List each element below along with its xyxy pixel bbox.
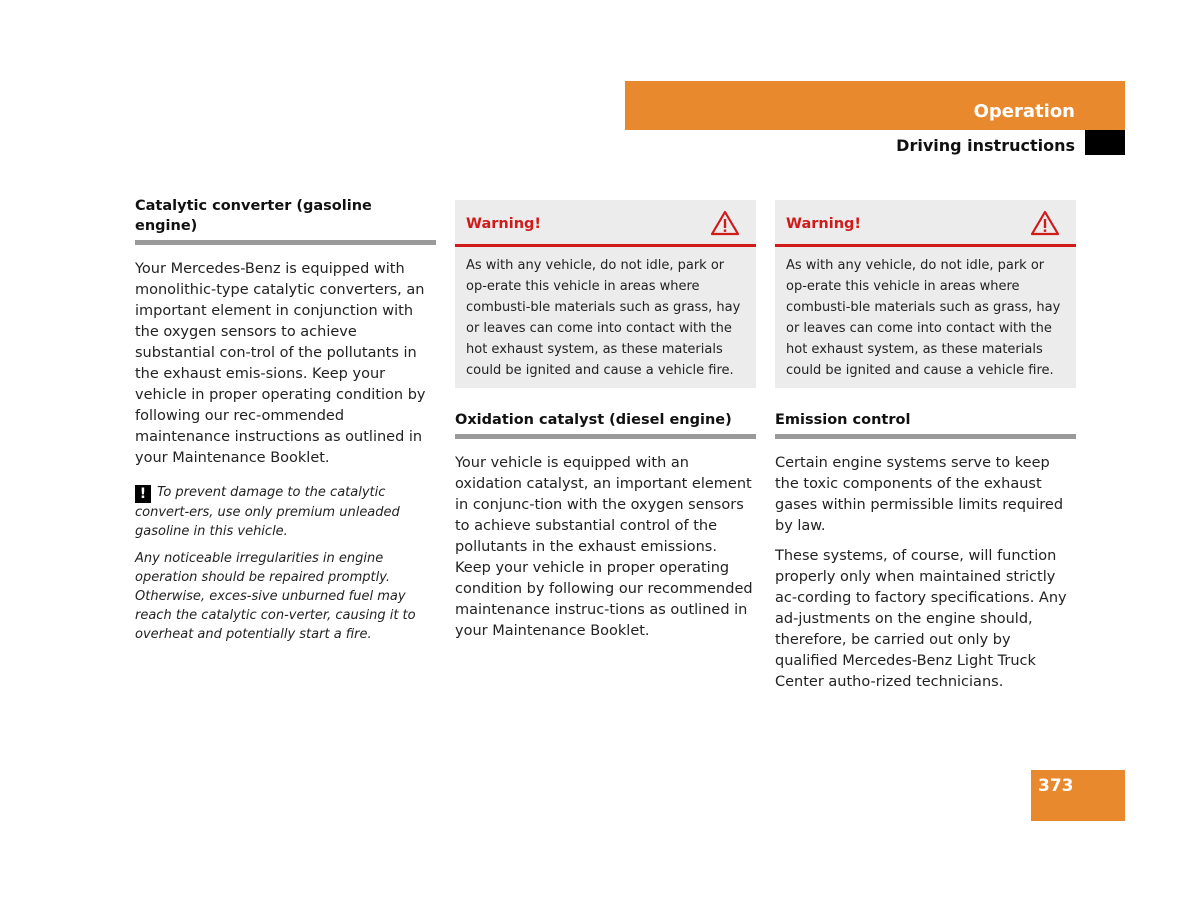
warning-triangle-icon — [1030, 210, 1060, 236]
warning-box — [775, 200, 1076, 388]
paragraph-emission-control-1: Certain engine systems serve to keep the toxic components of the exhaust gases within permissible limits required by law. — [775, 455, 1064, 534]
column-oxidation-catalyst — [455, 200, 756, 642]
section-header-bar — [625, 81, 1125, 130]
notice-gasoline — [135, 483, 436, 541]
paragraph-emission-control-2: These systems, of course, will function properly only when maintained strictly ac-cording to factory specifications. Any ad-justments on the engine should, therefore, be carried out only by qualified Mercedes-Benz Light Truck Center autho-rized technicians. — [775, 548, 1067, 690]
warning-text: As with any vehicle, do not idle, park or op-erate this vehicle in areas where combusti-ble materials such as grass, hay or leaves can come into contact with the hot exhaust system, as these materials could be ignited and cause a vehicle fire. — [786, 258, 1061, 378]
warning-header — [455, 200, 756, 247]
subsection-title: Driving instructions — [896, 136, 1075, 155]
column-emission-control — [775, 200, 1076, 693]
exclamation-icon: ! — [135, 485, 151, 503]
notice-gasoline-text: To prevent damage to the catalytic convert-ers, use only premium unleaded gasoline in this vehicle. — [135, 485, 400, 539]
heading-emission-control: Emission control — [775, 410, 1076, 439]
heading-oxidation-catalyst: Oxidation catalyst (diesel engine) — [455, 410, 756, 439]
warning-triangle-icon — [710, 210, 740, 236]
page-number: 373 — [1038, 776, 1074, 796]
warning-title: Warning! — [786, 216, 862, 232]
paragraph-oxidation-catalyst: Your vehicle is equipped with an oxidation catalyst, an important element in conjunc-tion with the oxygen sensors to achieve substantial control of the pollutants in the exhaust emissions. Keep your vehicle in proper operating condition by following our recommended maintenance instruc-tions as outlined in your Maintenance Booklet. — [455, 455, 753, 639]
page-number-box — [1031, 770, 1125, 821]
subsection-marker — [1085, 130, 1125, 155]
warning-header — [775, 200, 1076, 247]
column-catalytic-converter — [135, 196, 436, 644]
warning-title: Warning! — [466, 216, 542, 232]
notice-irregularities: Any noticeable irregularities in engine operation should be repaired promptly. Otherwise, exces-sive unburned fuel may reach the catalytic con-verter, causing it to overheat and potentially start a fire. — [135, 551, 416, 642]
warning-text: As with any vehicle, do not idle, park or op-erate this vehicle in areas where combusti-ble materials such as grass, hay or leaves can come into contact with the hot exhaust system, as these materials could be ignited and cause a vehicle fire. — [466, 258, 741, 378]
section-title: Operation — [973, 101, 1075, 122]
paragraph-catalytic-converter: Your Mercedes-Benz is equipped with monolithic-type catalytic converters, an important element in conjunction with the oxygen sensors to achieve substantial con-trol of the pollutants in the exhaust emis-sions. Keep your vehicle in proper operating condition by following our rec-ommended maintenance instructions as outlined in your Maintenance Booklet. — [135, 261, 426, 466]
heading-catalytic-converter: Catalytic converter (gasoline engine) — [135, 196, 436, 245]
warning-box — [455, 200, 756, 388]
